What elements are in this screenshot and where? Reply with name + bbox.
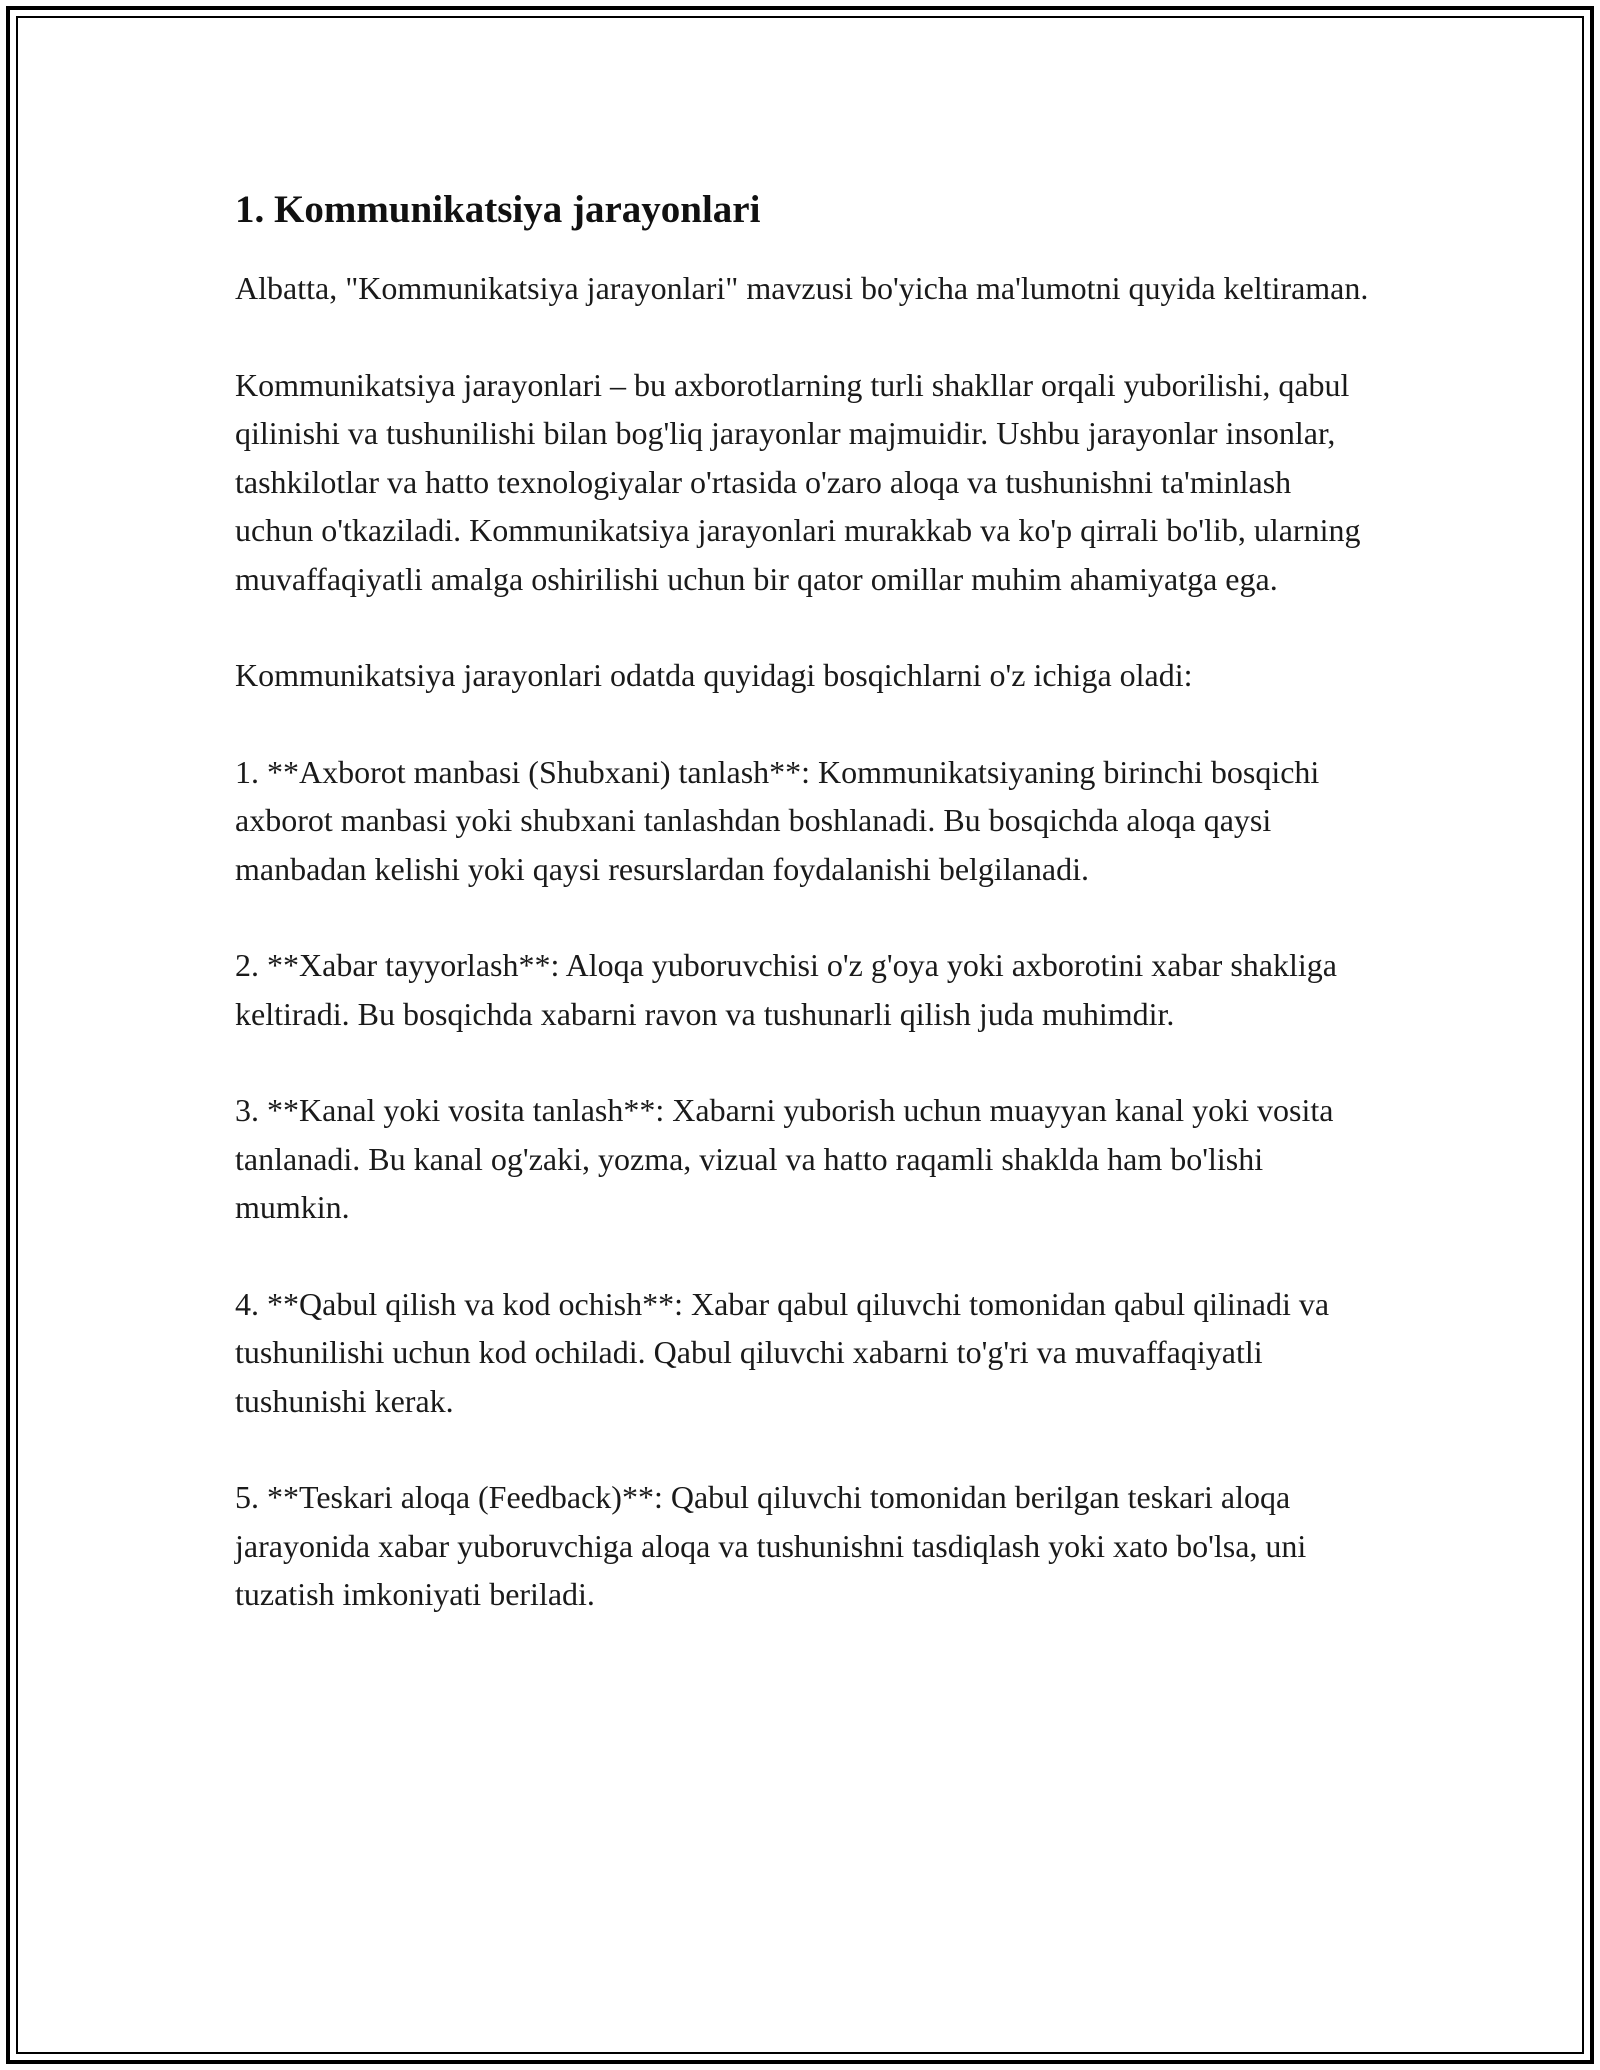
stage-item-3: 3. **Kanal yoki vosita tanlash**: Xabarni yuborish uchun muayyan kanal yoki vosita tanlanadi. Bu kanal og'zaki, yozma, vizual va hatto raqamli shaklda ham bo'lishi mumkin.	[235, 1092, 1334, 1225]
stage-item-2: 2. **Xabar tayyorlash**: Aloqa yuboruvchisi o'z g'oya yoki axborotini xabar shakliga keltiradi. Bu bosqichda xabarni ravon va tushunarli qilish juda muhimdir.	[235, 947, 1337, 1032]
document-body	[235, 186, 1375, 1667]
stage-item-5: 5. **Teskari aloqa (Feedback)**: Qabul qiluvchi tomonidan berilgan teskari aloqa jarayonida xabar yuboruvchiga aloqa va tushunishni tasdiqlash yoki xato bo'lsa, uni tuzatish imkoniyati beriladi.	[235, 1479, 1307, 1612]
document-title: 1. Kommunikatsiya jarayonlari	[235, 188, 761, 231]
stage-item-4: 4. **Qabul qilish va kod ochish**: Xabar qabul qiluvchi tomonidan qabul qilinadi va tushunilishi uchun kod ochiladi. Qabul qiluvchi xabarni to'g'ri va muvaffaqiyatli tushunishi kerak.	[235, 1285, 1330, 1419]
stages-intro-paragraph: Kommunikatsiya jarayonlari odatda quyidagi bosqichlarni o'z ichiga oladi:	[235, 657, 1193, 693]
stage-item-1: 1. **Axborot manbasi (Shubxani) tanlash**: Kommunikatsiyaning birinchi bosqichi axborot manbasi yoki shubxani tanlashdan boshlanadi. Bu bosqichda aloqa qaysi manbadan kelishi yoki qaysi resurslardan foydalanishi belgilanadi.	[235, 753, 1320, 887]
intro-paragraph: Albatta, "Kommunikatsiya jarayonlari" mavzusi bo'yicha ma'lumotni quyida keltiraman.	[235, 270, 1369, 306]
definition-paragraph: Kommunikatsiya jarayonlari – bu axborotlarning turli shakllar orqali yuborilishi, qabul qilinishi va tushunilishi bilan bog'liq jarayonlar majmuidir. Ushbu jarayonlar insonlar, tashkilotlar va hatto texnologiyalar o'rtasida o'zaro aloqa va tushunishni ta'minlash uchun o'tkaziladi. Kommunikatsiya jarayonlari murakkab va ko'p qirrali bo'lib, ularning muvaffaqiyatli amalga oshirilishi uchun bir qator omillar muhim ahamiyatga ega.	[235, 366, 1361, 597]
